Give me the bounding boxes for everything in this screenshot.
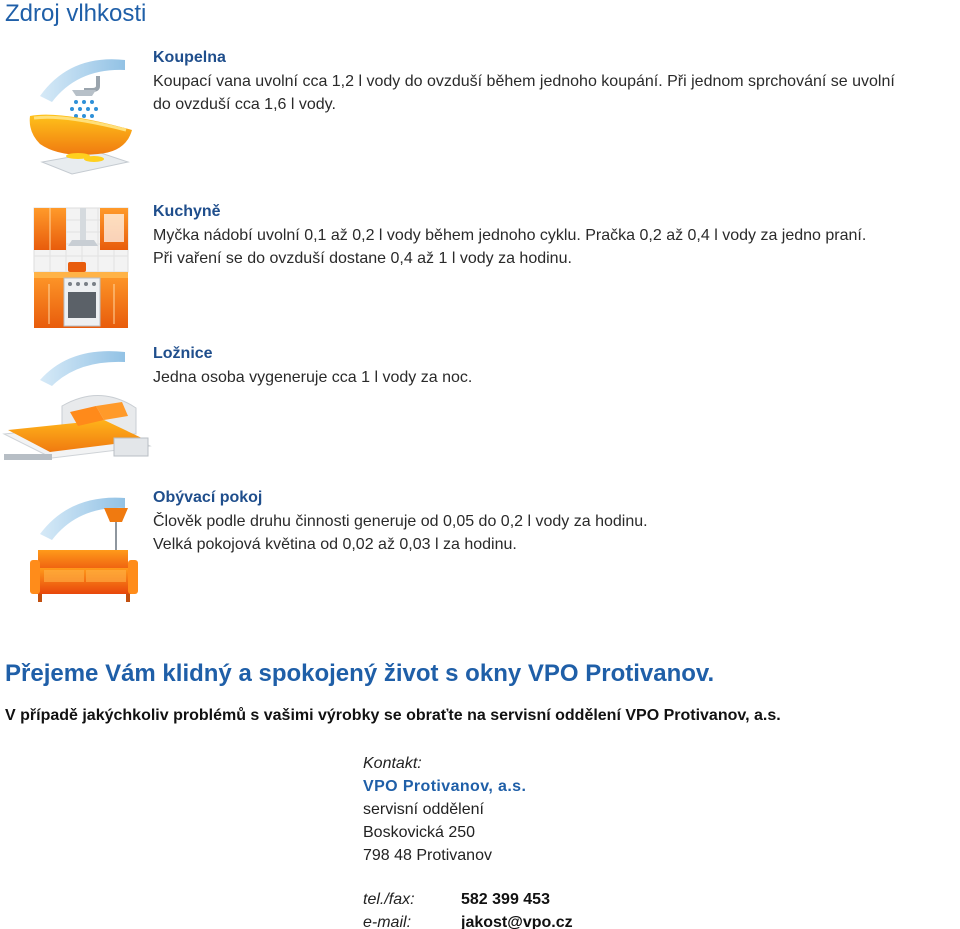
section-living-room bbox=[0, 486, 960, 616]
section-text: Koupací vana uvolní cca 1,2 l vody do ovzduší během jednoho koupání. Při jednom sprchování se uvolní bbox=[153, 73, 895, 90]
page-title: Zdroj vlhkosti bbox=[5, 0, 147, 27]
bed-icon bbox=[0, 342, 155, 472]
section-text: Velká pokojová květina od 0,02 až 0,03 l za hodinu. bbox=[153, 536, 517, 553]
phone-number[interactable]: 582 399 453 bbox=[461, 891, 550, 908]
section-heading: Ložnice bbox=[153, 345, 213, 362]
section-text: Myčka nádobí uvolní 0,1 až 0,2 l vody během jednoho cyklu. Pračka 0,2 až 0,4 l vody za jedno praní. bbox=[153, 227, 867, 244]
kitchen-icon bbox=[0, 200, 150, 330]
street-address: Boskovická 250 bbox=[363, 824, 476, 841]
section-text: Jedna osoba vygeneruje cca 1 l vody za noc. bbox=[153, 369, 473, 386]
city-address: 798 48 Protivanov bbox=[363, 847, 492, 864]
sofa-icon bbox=[0, 486, 150, 616]
section-text: Člověk podle druhu činnosti generuje od 0,05 do 0,2 l vody za hodinu. bbox=[153, 513, 648, 530]
contact-block bbox=[363, 752, 763, 929]
phone-row bbox=[363, 888, 763, 911]
company-name: VPO Protivanov, a.s. bbox=[363, 778, 527, 795]
contact-label: Kontakt: bbox=[363, 755, 422, 772]
email-row bbox=[363, 911, 763, 929]
section-bathroom bbox=[0, 46, 960, 176]
email-link[interactable]: jakost@vpo.cz bbox=[461, 914, 573, 929]
department: servisní oddělení bbox=[363, 801, 484, 818]
phone-label: tel./fax: bbox=[363, 891, 415, 908]
section-bedroom bbox=[0, 342, 960, 472]
slogan: Přejeme Vám klidný a spokojený život s okny VPO Protivanov. bbox=[5, 660, 715, 687]
section-text: do ovzduší cca 1,6 l vody. bbox=[153, 96, 336, 113]
section-heading: Obývací pokoj bbox=[153, 489, 263, 506]
email-label: e-mail: bbox=[363, 914, 412, 929]
section-text: Při vaření se do ovzduší dostane 0,4 až 1 l vody za hodinu. bbox=[153, 250, 572, 267]
section-kitchen bbox=[0, 200, 960, 330]
section-heading: Kuchyně bbox=[153, 203, 221, 220]
service-notice: V případě jakýchkoliv problémů s vašimi výrobky se obraťte na servisní oddělení VPO Protivanov, a.s. bbox=[5, 707, 781, 724]
bathtub-icon bbox=[0, 46, 150, 176]
section-heading: Koupelna bbox=[153, 49, 226, 66]
